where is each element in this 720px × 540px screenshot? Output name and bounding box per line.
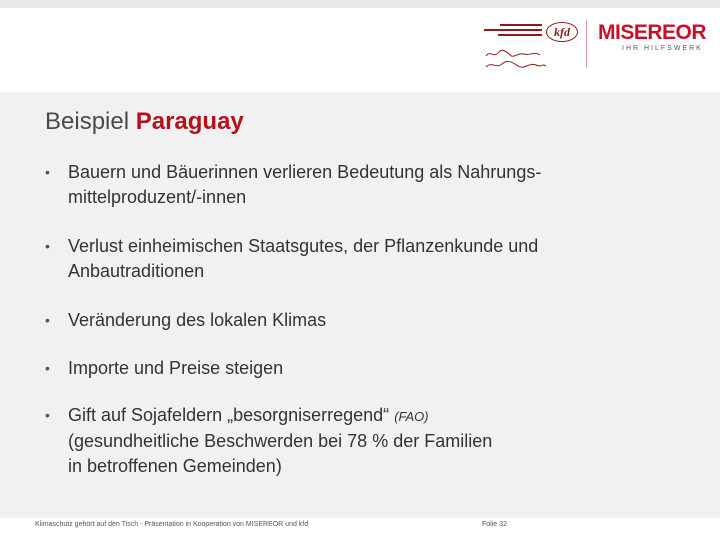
footer-caption: Klimaschutz gehört auf den Tisch - Präsentation in Kooperation von MISEREOR und kfd	[35, 521, 309, 528]
misereor-tagline: IHR HILFSWERK	[622, 45, 703, 52]
bullet-line	[68, 403, 665, 429]
bullet-line: Verlust einheimischen Staatsgutes, der Pflanzenkunde und	[68, 236, 539, 256]
title-plain: Beispiel	[45, 108, 136, 135]
bullet-list	[45, 160, 665, 479]
bullet-text: Gift auf Sojafeldern „besorgniserregend“	[68, 405, 395, 425]
misereor-wordmark: MISEREOR	[598, 21, 707, 44]
bullet-line: Veränderung des lokalen Klimas	[68, 310, 327, 330]
bullet-item	[45, 356, 665, 381]
misereor-logo	[598, 22, 710, 56]
bullet-icon: •	[45, 312, 50, 328]
logo-divider	[586, 20, 587, 68]
slide-title	[45, 108, 244, 136]
title-accent: Paraguay	[135, 108, 244, 135]
bullet-line: mittelproduzent/-innen	[68, 187, 247, 207]
bullet-line: Bauern und Bäuerinnen verlieren Bedeutung als Nahrungs-	[68, 162, 542, 182]
bullet-line: in betroffenen Gemeinden)	[68, 456, 282, 476]
fao-source: (FAO)	[394, 409, 429, 424]
bullet-icon: •	[45, 164, 50, 180]
bullet-item	[45, 308, 665, 333]
bullet-item	[45, 403, 665, 479]
kfd-logo	[484, 22, 588, 74]
bullet-line: (gesundheitliche Beschwerden bei 78 % der Familien	[68, 431, 493, 451]
bullet-line: Importe und Preise steigen	[68, 358, 284, 378]
bullet-item	[45, 234, 665, 284]
bullet-icon: •	[45, 407, 50, 423]
bullet-item	[45, 160, 665, 210]
bullet-icon: •	[45, 238, 50, 254]
bullet-icon: •	[45, 360, 50, 376]
kfd-text-lines	[484, 24, 544, 39]
bullet-line: Anbautraditionen	[68, 261, 205, 281]
slide-number: Folie 32	[482, 521, 507, 528]
top-strip	[0, 0, 720, 8]
kfd-signature-icon	[484, 48, 548, 72]
kfd-mark: kfd	[546, 22, 578, 42]
